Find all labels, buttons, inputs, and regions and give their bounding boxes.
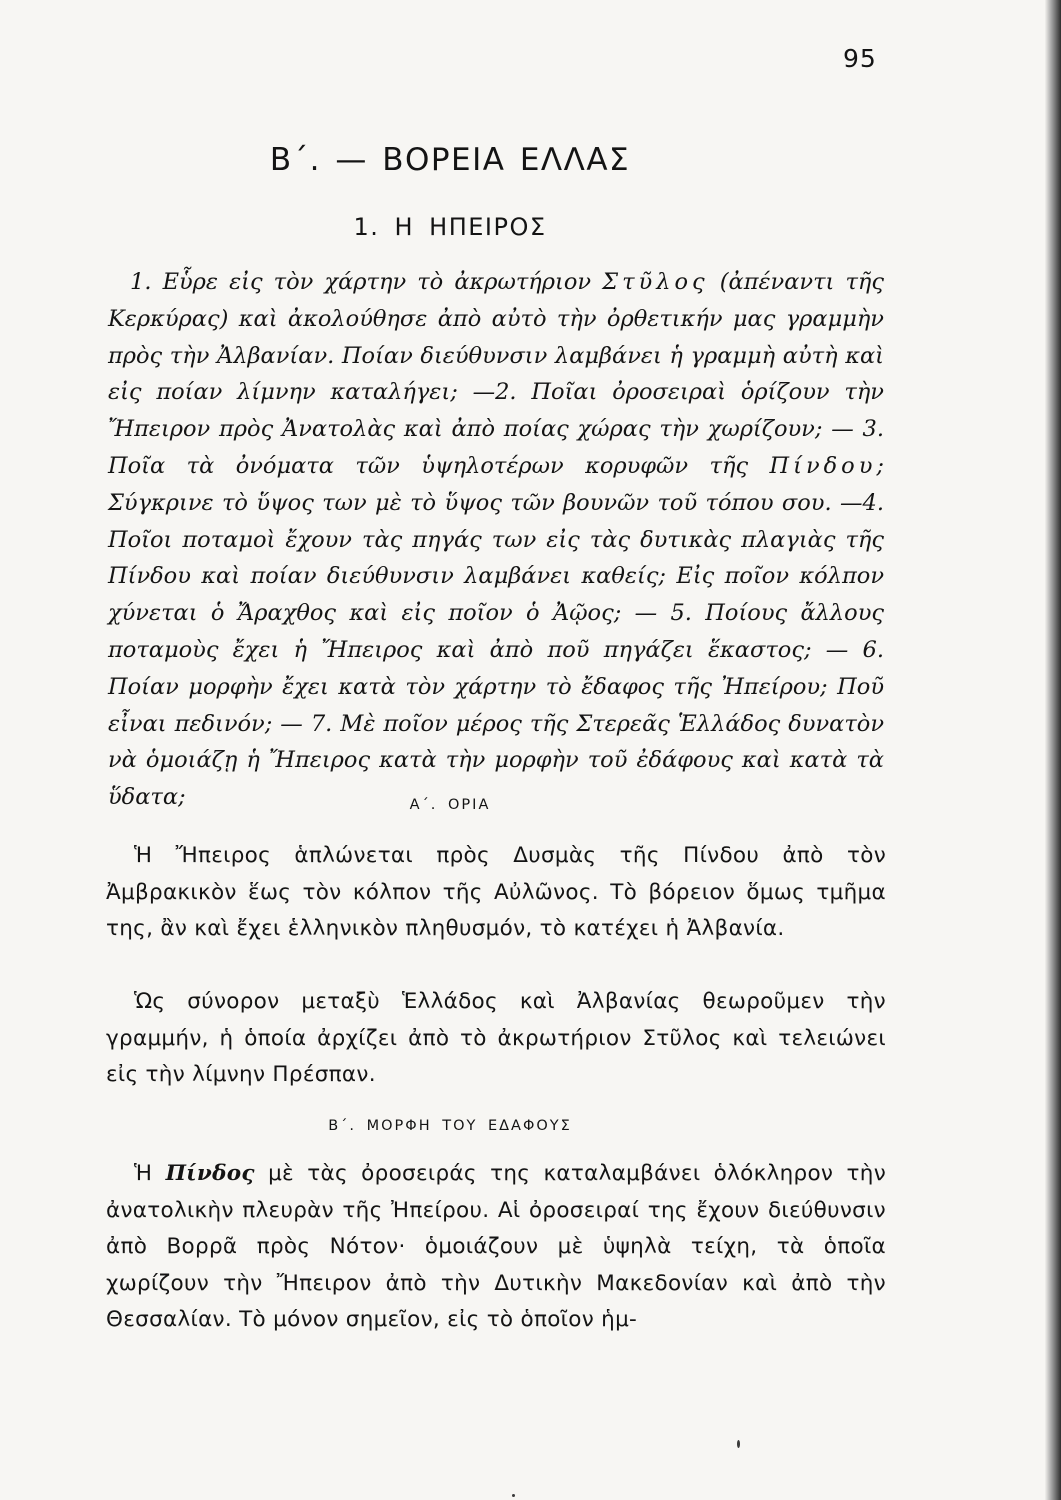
- question-6: 6. Ποίαν μορφὴν ἔχει κατὰ τὸν χάρτην τὸ ἔδαφος τῆς Ἠπείρου; Ποῦ εἶναι πεδινόν; —: [108, 636, 885, 737]
- question-4: 4. Ποῖοι ποταμοὶ ἔχουν τὰς πηγάς των εἰς τὰς δυτικὰς πλαγιὰς τῆς Πίνδου καὶ ποίαν διεύθυνσιν λαμβάνει καθείς; Εἰς ποῖον κόλπον χύνεται ὁ Ἄραχθος καὶ εἰς ποῖον ὁ Ἀῷος; —: [108, 489, 884, 627]
- terrain-paragraph-1: [106, 1156, 886, 1339]
- question-3-text-cont: ; Σύγκρινε τὸ ὕψος των μὲ τὸ ὕψος τῶν βουνῶν τοῦ τόπου σου. —: [108, 452, 885, 516]
- paper-speck: [737, 1440, 740, 1448]
- question-5: 5. Ποίους ἄλλους ποταμοὺς ἔχει ἡ Ἤπειρος καὶ ἀπὸ ποῦ πηγάζει ἕκαστος; —: [108, 600, 884, 663]
- question-7: 7. Μὲ ποῖον μέρος τῆς Στερεᾶς Ἑλλάδος δυνατὸν νὰ ὁμοιάζῃ ἡ Ἤπειρος κατὰ τὴν μορφὴν τοῦ ἐδάφους καὶ κατὰ τὰ ὕδατα;: [108, 710, 884, 811]
- terrain-text: μὲ τὰς ὀροσειράς της καταλαμβάνει ὁλόκληρον τὴν ἀνατολικὴν πλευρὰν τῆς Ἠπείρου. Αἱ ὀροσειραί της ἔχουν διεύθυνσιν ἀπὸ Βορρᾶ πρὸς Νότον· ὁμοιάζουν μὲ ὑψηλὰ τείχη, τὰ ὁποῖα χωρίζουν τὴν Ἤπειρον ἀπὸ τὴν Δυτικὴν Μακεδονίαν καὶ ἀπὸ τὴν Θεσσαλίαν. Τὸ μόνον σημεῖον, εἰς τὸ ὁποῖον ἡμ-: [106, 1161, 887, 1332]
- question-1-text: Εὗρε εἰς τὸν χάρτην τὸ ἀκρωτήριον: [162, 269, 592, 295]
- place-name-stylos: Στῦλος: [602, 269, 709, 295]
- paper-speck: [512, 1494, 515, 1497]
- chapter-title: Β΄. — ΒΟΡΕΙΑ ΕΛΛΑΣ: [269, 142, 631, 178]
- subheading-terrain: Β΄. ΜΟΡΦΗ ΤΟΥ ΕΔΑΦΟΥΣ: [328, 1118, 572, 1134]
- question-1-text-cont: (ἀπέναντι τῆς Κερκύρας) καὶ ἀκολούθησε ἀπὸ αὐτὸ τὴν ὀρθετικήν μας γραμμὴν πρὸς τὴν Ἀλβανίαν. Ποίαν διεύθυνσιν λαμβάνει ἡ γραμμὴ αὐτὴ καὶ εἰς ποίαν λίμνην καταλήγει; —: [108, 269, 885, 406]
- question-1-number: 1.: [130, 269, 152, 295]
- section-title: 1. Η ΗΠΕΙΡΟΣ: [353, 213, 547, 241]
- borders-paragraph-2: Ὡς σύνορον μεταξὺ Ἑλλάδος καὶ Ἀλβανίας θεωροῦμεν τὴν γραμμήν, ἡ ὁποία ἀρχίζει ἀπὸ τὸ ἀκρωτήριον Στῦλος καὶ τελειώνει εἰς τὴν λίμνην Πρέσπαν.: [106, 989, 886, 1087]
- pindos-bold: Πίνδος: [165, 1161, 255, 1186]
- page-binding-edge: [1045, 0, 1061, 1500]
- borders-paragraph-1: Ἡ Ἤπειρος ἁπλώνεται πρὸς Δυσμὰς τῆς Πίνδου ἀπὸ τὸν Ἀμβρακικὸν ἕως τὸν κόλπον τῆς Αὐλῶνος. Τὸ βόρειον ὅμως τμῆμα της, ἂν καὶ ἔχει ἑλληνικὸν πληθυσμόν, τὸ κατέχει ἡ Ἀλβανία.: [106, 843, 886, 941]
- subheading-borders: Α΄. ΟΡΙΑ: [409, 797, 491, 813]
- question-2: 2. Ποῖαι ὀροσειραὶ ὁρίζουν τὴν Ἤπειρον πρὸς Ἀνατολὰς καὶ ἀπὸ ποίας χώρας τὴν χωρίζουν; —: [108, 379, 884, 443]
- page-number: 95: [843, 44, 877, 73]
- review-questions: [108, 264, 884, 816]
- place-name-pindos: Πίνδου: [769, 452, 877, 479]
- terrain-article: Ἡ: [134, 1161, 153, 1186]
- question-3-text: 3. Ποῖα τὰ ὀνόματα τῶν ὑψηλοτέρων κορυφῶν τῆς: [108, 416, 884, 479]
